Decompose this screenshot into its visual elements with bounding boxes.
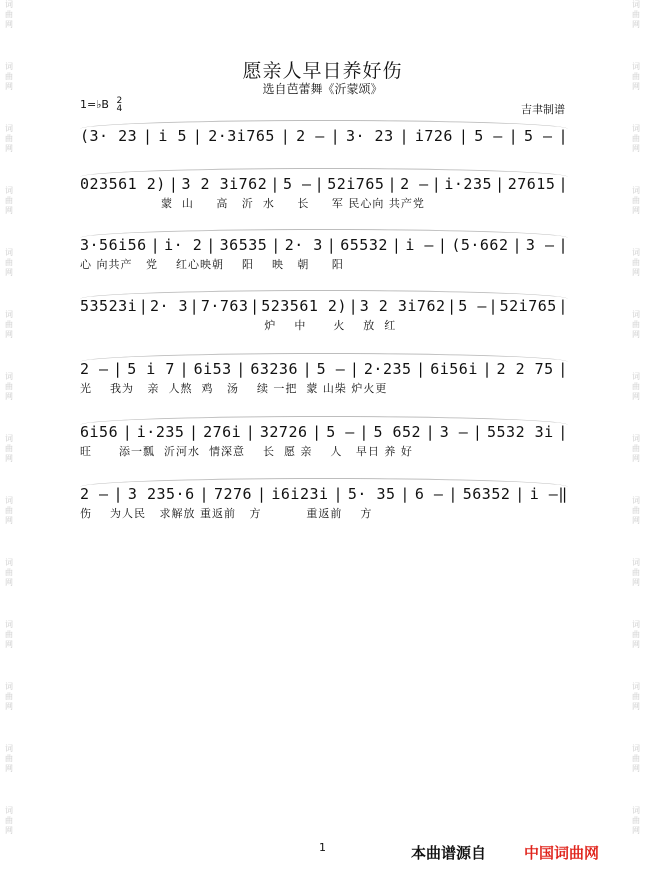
measure: 276i [203,423,242,441]
measure: 2· 3 [149,297,189,315]
barline: | [270,175,280,193]
measure: 2·235 [363,360,412,378]
watermark-char: 网 [632,826,640,835]
watermark-char: 词 [632,372,640,381]
key-signature [80,97,122,113]
measure: (5·662 [451,236,509,254]
watermark-char: 网 [632,144,640,153]
measure: i — [405,236,434,254]
measure: 2 — [296,127,325,145]
watermark-char: 曲 [632,196,640,205]
barline: | [189,423,199,441]
measure: 3· 23 [345,127,394,145]
barline: | [192,127,203,145]
watermark-char: 网 [632,764,640,773]
barline: | [189,297,200,315]
lyric-row: 炉 中 火 放 红 [80,319,397,332]
barline: | [472,423,483,441]
measure: 523561 2) [261,297,347,315]
watermark-char: 网 [5,764,13,773]
song-title: 愿亲人早日养好伤 [242,60,403,82]
measure: i —‖ [529,485,568,503]
watermark-char: 曲 [5,444,13,453]
slur-marks [80,416,568,425]
watermark-char: 词 [632,310,640,319]
watermark-char: 曲 [632,630,640,639]
barline: | [458,127,469,145]
barline: | [558,236,568,254]
watermark-char: 曲 [5,10,13,19]
watermark-char: 词 [5,0,13,9]
barline: | [302,360,313,378]
measure: 2· 3 [284,236,323,254]
barline: | [333,485,343,503]
watermark-char: 词 [632,558,640,567]
watermark-char: 曲 [5,196,13,205]
measure: 6i53 [193,360,232,378]
watermark-char: 词 [5,372,13,381]
watermark-char: 词 [5,62,13,71]
watermark-char: 曲 [5,568,13,577]
lyric-row: 蒙 山 高 沂 水 长 军 民心向 共产党 [80,197,425,210]
barline: | [312,423,322,441]
barline: | [558,127,568,145]
watermark-char: 网 [5,578,13,587]
watermark-char: 曲 [632,754,640,763]
slur-marks [80,120,568,129]
watermark-char: 曲 [5,816,13,825]
barline: | [437,236,448,254]
watermark-char: 曲 [632,320,640,329]
measure: 5 — [458,297,487,315]
watermark-column [629,0,643,868]
measure: 53523i [80,297,138,315]
barline: | [138,297,149,315]
watermark-char: 网 [5,826,13,835]
watermark-char: 曲 [632,444,640,453]
barline: | [179,360,189,378]
barline: | [399,127,409,145]
watermark-char: 网 [5,20,13,29]
measure: i·235 [136,423,185,441]
barline: | [113,360,123,378]
measure: 5 i 7 [127,360,175,378]
watermark-char: 曲 [5,382,13,391]
watermark-char: 网 [632,454,640,463]
source-label: 本曲谱源自 [411,844,487,862]
time-signature-top: 2 [116,96,123,106]
watermark-char: 曲 [632,506,640,515]
watermark-char: 网 [5,82,13,91]
lyric-row: 心 向共产 党 红心映朝 阳 映 朝 阳 [80,258,344,271]
measure: 5 — [474,127,503,145]
watermark-char: 曲 [5,72,13,81]
barline: | [326,236,337,254]
score-line [80,357,568,397]
lyric-row: 光 我为 亲 人熬 鸡 汤 续 一把 蒙 山柴 炉火更 [80,382,388,395]
barline: | [349,360,360,378]
watermark-char: 网 [5,330,13,339]
watermark-char: 曲 [632,568,640,577]
watermark-char: 网 [632,702,640,711]
measure: 32726 [259,423,308,441]
watermark-char: 词 [5,310,13,319]
time-signature-bottom: 4 [116,104,123,114]
watermark-left [2,0,16,891]
watermark-char: 曲 [632,692,640,701]
barline: | [199,485,210,503]
measure: i·235 [444,175,493,193]
measure: 5 652 [373,423,422,441]
barline: | [448,485,458,503]
barline: | [488,297,499,315]
watermark-char: 网 [632,206,640,215]
watermark-char: 词 [5,248,13,257]
measure: (3· 23 [80,127,138,145]
measure: 63236 [250,360,298,378]
barline: | [113,485,124,503]
barline: | [508,127,519,145]
barline: | [558,297,568,315]
barline: | [271,236,281,254]
watermark-char: 网 [632,392,640,401]
watermark-char: 词 [5,558,13,567]
key-label: 1=♭B [80,98,109,111]
measure: 7·763 [200,297,249,315]
measure: 5 — [524,127,553,145]
score-line [80,233,568,273]
watermark-char: 词 [5,496,13,505]
barline: | [431,175,442,193]
barline: | [425,423,436,441]
watermark-char: 词 [632,248,640,257]
score-line [80,172,568,212]
barline: | [416,360,426,378]
measure: 6 — [414,485,444,503]
measure: 2·3i765 [208,127,275,145]
measure: 36535 [219,236,268,254]
watermark-char: 曲 [5,506,13,515]
measure: 7276 [213,485,253,503]
watermark-char: 词 [632,62,640,71]
arranger-credit: 吉聿制谱 [521,103,565,116]
barline: | [387,175,398,193]
barline: | [122,423,133,441]
barline: | [143,127,153,145]
watermark-char: 词 [5,682,13,691]
watermark-char: 词 [632,434,640,443]
barline: | [236,360,246,378]
measure: i726 [414,127,453,145]
barline: | [314,175,325,193]
barline: | [400,485,410,503]
watermark-char: 词 [632,0,640,9]
watermark-char: 网 [632,268,640,277]
measure: 2 — [80,360,109,378]
measure: i· 2 [164,236,203,254]
measure: 3 — [439,423,469,441]
watermark-char: 词 [632,806,640,815]
slur-marks [80,168,568,177]
measure: 65532 [340,236,388,254]
barline: | [558,423,568,441]
watermark-char: 网 [5,516,13,525]
score-line [80,482,568,522]
barline: | [359,423,369,441]
watermark-char: 网 [632,640,640,649]
score-line [80,124,568,164]
watermark-char: 词 [5,186,13,195]
measure: 5 — [326,423,355,441]
watermark-char: 网 [632,82,640,91]
measure: 6i56 [80,423,119,441]
measure: i6i23i [271,485,329,503]
watermark-char: 网 [5,268,13,277]
measure: 3 235·6 [127,485,195,503]
barline: | [558,360,568,378]
measure: 5· 35 [347,485,396,503]
lyric-row: 旺 添一瓢 沂河水 情深意 长 愿 亲 人 早日 养 好 [80,445,413,458]
measure: 2 — [400,175,429,193]
watermark-char: 曲 [632,816,640,825]
measure: 52i765 [499,297,557,315]
song-subtitle: 选自芭蕾舞《沂蒙颂》 [262,82,383,96]
measure: 2 2 75 [496,360,554,378]
measure: 5 — [282,175,312,193]
measure: 3 2 3i762 [359,297,446,315]
watermark-char: 网 [5,144,13,153]
watermark-char: 曲 [632,258,640,267]
measure: 52i765 [327,175,385,193]
slur-marks [80,290,568,299]
barline: | [330,127,341,145]
watermark-char: 词 [5,744,13,753]
time-signature [116,97,122,113]
measure: 3 — [525,236,555,254]
watermark-char: 曲 [632,72,640,81]
watermark-column [2,0,16,868]
watermark-char: 曲 [5,692,13,701]
watermark-char: 词 [632,744,640,753]
watermark-char: 网 [5,206,13,215]
barline: | [391,236,402,254]
watermark-char: 网 [5,392,13,401]
score-line [80,294,568,334]
barline: | [245,423,256,441]
measure: 2 — [80,485,109,503]
measure: 56352 [462,485,511,503]
page-number: 1 [319,841,326,854]
barline: | [447,297,457,315]
barline: | [515,485,525,503]
watermark-char: 词 [5,124,13,133]
barline: | [512,236,522,254]
watermark-char: 词 [632,186,640,195]
watermark-char: 曲 [5,258,13,267]
watermark-char: 网 [632,20,640,29]
lyric-row [80,148,568,164]
barline: | [348,297,359,315]
watermark-char: 词 [5,620,13,629]
watermark-char: 曲 [5,630,13,639]
watermark-char: 网 [5,702,13,711]
barline: | [256,485,267,503]
score-line [80,420,568,460]
watermark-char: 曲 [632,10,640,19]
barline: | [168,175,179,193]
lyric-row: 伤 为人民 求解放 重返前 方 重返前 方 [80,507,373,520]
watermark-char: 词 [632,124,640,133]
barline: | [250,297,260,315]
barline: | [280,127,291,145]
watermark-char: 词 [5,806,13,815]
watermark-right [629,0,643,891]
watermark-char: 网 [632,516,640,525]
barline: | [150,236,161,254]
watermark-char: 词 [5,434,13,443]
measure: 27615 [507,175,556,193]
watermark-char: 词 [632,682,640,691]
watermark-char: 词 [632,620,640,629]
watermark-char: 网 [5,454,13,463]
barline: | [558,175,568,193]
watermark-char: 曲 [5,754,13,763]
barline: | [206,236,216,254]
site-name[interactable]: 中国词曲网 [524,844,600,862]
measure: i 5 [158,127,187,145]
watermark-char: 网 [632,330,640,339]
measure: 023561 2) [80,175,166,193]
watermark-char: 曲 [632,382,640,391]
slur-marks [80,353,568,362]
measure: 6i56i [430,360,478,378]
watermark-char: 曲 [632,134,640,143]
watermark-char: 曲 [5,320,13,329]
slur-marks [80,478,568,487]
watermark-char: 网 [5,640,13,649]
barline: | [495,175,505,193]
measure: 5532 3i [487,423,554,441]
measure: 3·56i56 [80,236,147,254]
measure: 3 2 3i762 [181,175,268,193]
measure: 5 — [316,360,346,378]
watermark-char: 词 [632,496,640,505]
slur-marks [80,229,568,238]
barline: | [482,360,492,378]
watermark-char: 网 [632,578,640,587]
watermark-char: 曲 [5,134,13,143]
